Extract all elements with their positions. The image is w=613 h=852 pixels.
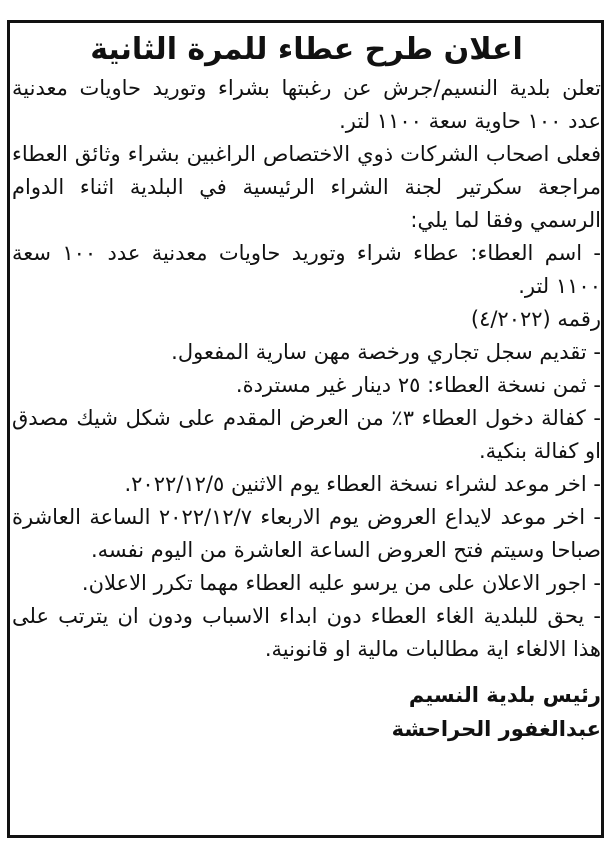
signature-name: عبدالغفور الحراحشة xyxy=(391,717,601,741)
purchase-deadline-item: - اخر موعد لشراء نسخة العطاء يوم الاثنين ٢٠٢٢/١٢/٥. xyxy=(124,472,601,496)
announcement-body xyxy=(12,30,601,746)
signature-position: رئيس بلدية النسيم xyxy=(408,683,601,707)
signature-block xyxy=(12,678,601,746)
submission-deadline-item: - اخر موعد لايداع العروض يوم الاربعاء ٢٠٢٢/١٢/٧ الساعة العاشرة صباحا وسيتم فتح العروض الساعة العاشرة من اليوم نفسه. xyxy=(12,505,602,562)
tender-price-item: - ثمن نسخة العطاء: ٢٥ دينار غير مستردة. xyxy=(235,373,601,397)
bid-bond-item: - كفالة دخول العطاء ٣٪ من العرض المقدم على شكل شيك مصدق او كفالة بنكية. xyxy=(12,406,601,463)
instructions-paragraph: فعلى اصحاب الشركات ذوي الاختصاص الراغبين بشراء وثائق العطاء مراجعة سكرتير لجنة الشراء الرئيسية في البلدية اثناء الدوام الرسمي وفقا لما يلي: xyxy=(12,142,601,232)
tender-number: رقمه (٤/٢٠٢٢) xyxy=(470,307,601,331)
advertising-fees-item: - اجور الاعلان على من يرسو عليه العطاء مهما تكرر الاعلان. xyxy=(81,571,601,595)
tender-name-item: - اسم العطاء: عطاء شراء وتوريد حاويات معدنية عدد ١٠٠ سعة ١١٠٠ لتر. xyxy=(12,241,601,298)
cancellation-right-item: - يحق للبلدية الغاء العطاء دون ابداء الاسباب ودون ان يترتب على هذا الالغاء اية مطالبات مالية او قانونية. xyxy=(12,604,601,661)
intro-paragraph: تعلن بلدية النسيم/جرش عن رغبتها بشراء وتوريد حاويات معدنية عدد ١٠٠ حاوية سعة ١١٠٠ لتر. xyxy=(12,76,601,133)
announcement-title: اعلان طرح عطاء للمرة الثانية xyxy=(90,32,523,67)
registration-requirement-item: - تقديم سجل تجاري ورخصة مهن سارية المفعول. xyxy=(171,340,601,364)
